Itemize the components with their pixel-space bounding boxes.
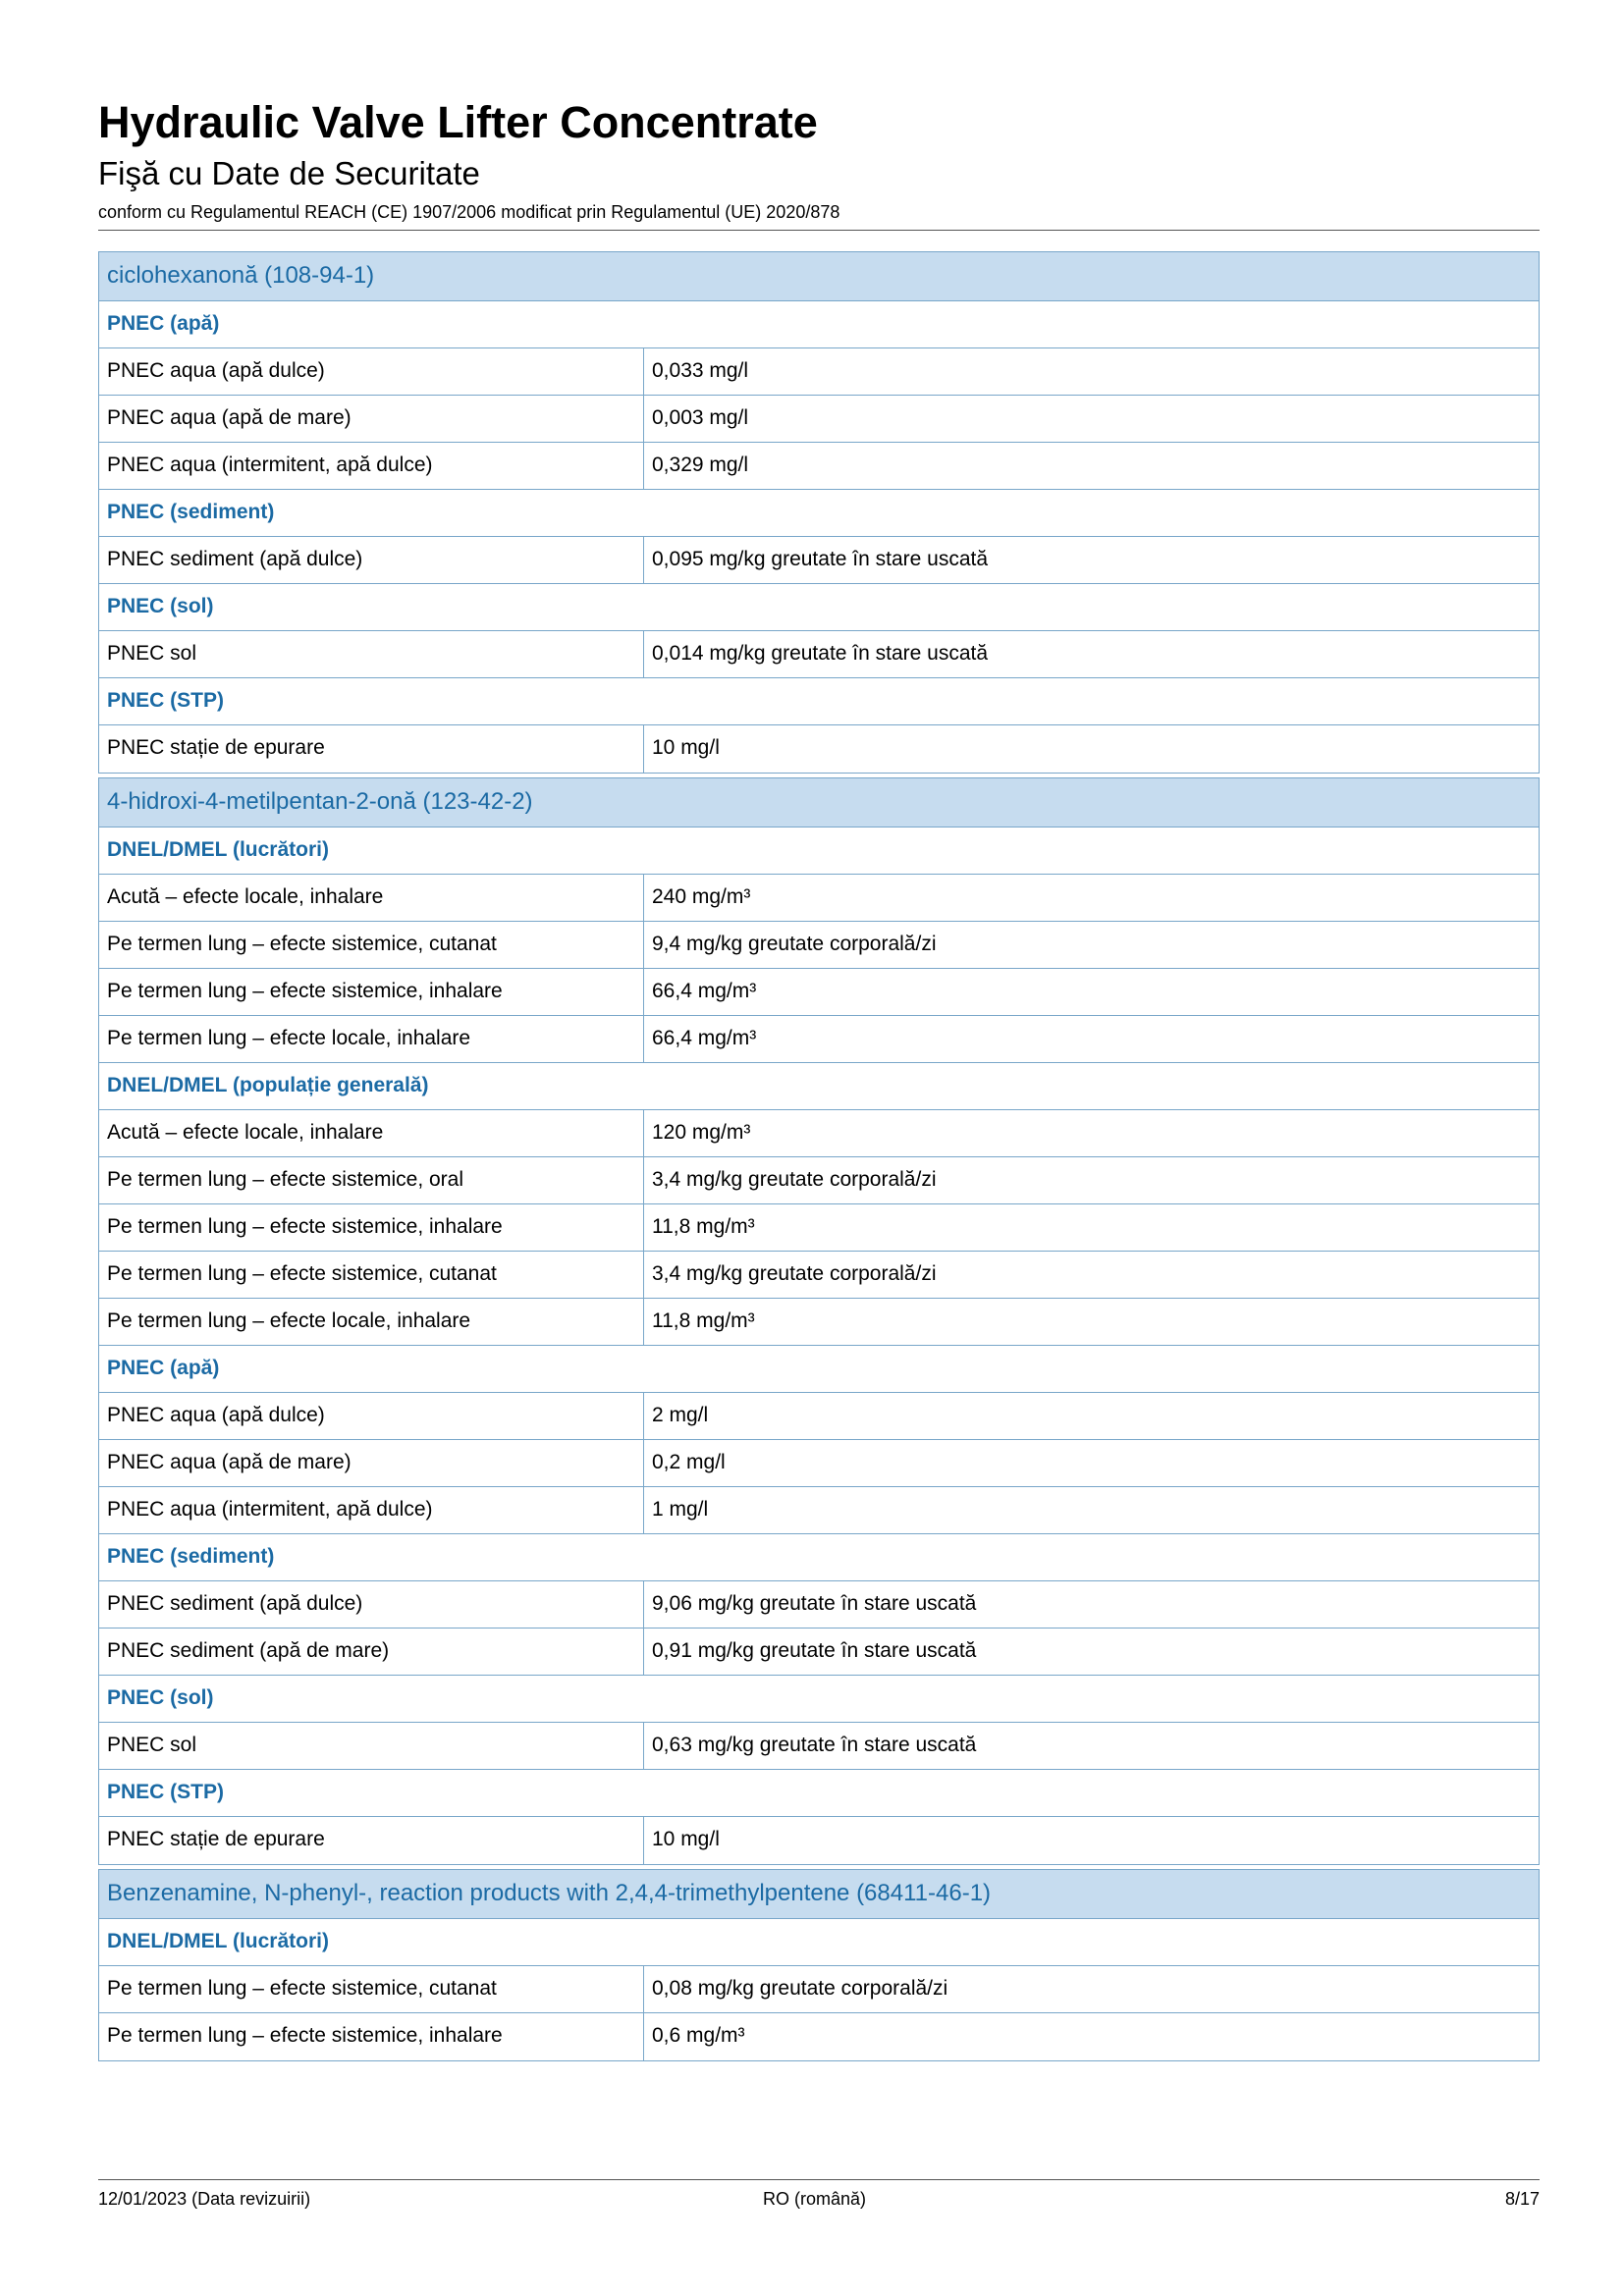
footer-divider <box>98 2179 1540 2180</box>
row-label: Pe termen lung – efecte locale, inhalare <box>99 1299 644 1345</box>
row-value: 3,4 mg/kg greutate corporală/zi <box>652 1262 937 1285</box>
row-value: 0,91 mg/kg greutate în stare uscată <box>652 1639 977 1662</box>
table-row <box>99 1966 1539 2013</box>
row-value: 0,6 mg/m³ <box>652 2024 745 2047</box>
group-header: PNEC (apă) <box>99 1346 1539 1393</box>
table-row <box>99 1723 1539 1770</box>
row-value: 10 mg/l <box>652 1828 720 1850</box>
group-header: PNEC (sediment) <box>99 490 1539 537</box>
table-row <box>99 1016 1539 1063</box>
row-value: 11,8 mg/m³ <box>652 1309 755 1332</box>
table-row <box>99 1299 1539 1346</box>
table-row <box>99 1204 1539 1252</box>
row-value: 0,095 mg/kg greutate în stare uscată <box>652 548 989 570</box>
group-header: PNEC (apă) <box>99 301 1539 348</box>
group-header: DNEL/DMEL (populație generală) <box>99 1063 1539 1110</box>
table-row <box>99 1629 1539 1676</box>
row-value: 2 mg/l <box>652 1404 709 1426</box>
row-label: PNEC aqua (intermitent, apă dulce) <box>99 443 644 489</box>
page-number: 8/17 <box>1504 2189 1540 2209</box>
row-label: PNEC stație de epurare <box>99 1817 644 1864</box>
row-value: 9,06 mg/kg greutate în stare uscată <box>652 1592 977 1615</box>
group-header: PNEC (sol) <box>99 1676 1539 1723</box>
substance-tables <box>98 251 1540 2065</box>
row-label: PNEC aqua (apă dulce) <box>99 348 644 395</box>
document-language: RO (română) <box>763 2189 867 2209</box>
substance-section <box>98 777 1540 1865</box>
row-value: 11,8 mg/m³ <box>652 1215 755 1238</box>
group-header: PNEC (sol) <box>99 584 1539 631</box>
row-value: 120 mg/m³ <box>652 1121 751 1144</box>
table-row <box>99 631 1539 678</box>
table-row <box>99 725 1539 773</box>
table-row <box>99 1393 1539 1440</box>
header-divider <box>98 230 1540 231</box>
group-header: PNEC (STP) <box>99 1770 1539 1817</box>
table-row <box>99 1817 1539 1864</box>
row-value: 0,63 mg/kg greutate în stare uscată <box>652 1734 977 1756</box>
document-title: Hydraulic Valve Lifter Concentrate <box>98 97 818 147</box>
row-label: PNEC sol <box>99 1723 644 1769</box>
substance-section <box>98 251 1540 774</box>
row-label: PNEC aqua (intermitent, apă dulce) <box>99 1487 644 1533</box>
row-value: 0,329 mg/l <box>652 454 749 476</box>
row-value: 0,08 mg/kg greutate corporală/zi <box>652 1977 948 2000</box>
row-label: Pe termen lung – efecte sistemice, inhalare <box>99 969 644 1015</box>
row-label: PNEC aqua (apă de mare) <box>99 1440 644 1486</box>
row-label: PNEC sediment (apă de mare) <box>99 1629 644 1675</box>
document-subtitle: Fişă cu Date de Securitate <box>98 155 480 191</box>
row-value: 0,003 mg/l <box>652 406 749 429</box>
row-label: Acută – efecte locale, inhalare <box>99 1110 644 1156</box>
row-label: PNEC aqua (apă de mare) <box>99 396 644 442</box>
row-value: 66,4 mg/m³ <box>652 1027 757 1049</box>
row-value: 0,2 mg/l <box>652 1451 726 1473</box>
substance-title: 4-hidroxi-4-metilpentan-2-onă (123-42-2) <box>99 778 1539 828</box>
row-label: PNEC sediment (apă dulce) <box>99 537 644 583</box>
row-label: Pe termen lung – efecte sistemice, oral <box>99 1157 644 1203</box>
table-row <box>99 2013 1539 2060</box>
row-value: 1 mg/l <box>652 1498 709 1521</box>
table-row <box>99 443 1539 490</box>
table-row <box>99 1581 1539 1629</box>
group-header: DNEL/DMEL (lucrători) <box>99 828 1539 875</box>
table-row <box>99 537 1539 584</box>
row-label: PNEC sol <box>99 631 644 677</box>
table-row <box>99 396 1539 443</box>
table-row <box>99 969 1539 1016</box>
row-label: Pe termen lung – efecte sistemice, cutanat <box>99 1252 644 1298</box>
group-header: PNEC (sediment) <box>99 1534 1539 1581</box>
table-row <box>99 348 1539 396</box>
row-value: 66,4 mg/m³ <box>652 980 757 1002</box>
row-label: Acută – efecte locale, inhalare <box>99 875 644 921</box>
row-label: Pe termen lung – efecte sistemice, cutanat <box>99 922 644 968</box>
table-row <box>99 922 1539 969</box>
table-row <box>99 1252 1539 1299</box>
row-label: Pe termen lung – efecte sistemice, cutanat <box>99 1966 644 2012</box>
row-value: 0,033 mg/l <box>652 359 749 382</box>
regulation-note: conform cu Regulamentul REACH (CE) 1907/2006 modificat prin Regulamentul (UE) 2020/878 <box>98 202 840 222</box>
row-label: PNEC sediment (apă dulce) <box>99 1581 644 1628</box>
row-value: 9,4 mg/kg greutate corporală/zi <box>652 933 937 955</box>
row-value: 10 mg/l <box>652 736 720 759</box>
table-row <box>99 1157 1539 1204</box>
row-label: Pe termen lung – efecte locale, inhalare <box>99 1016 644 1062</box>
row-label: Pe termen lung – efecte sistemice, inhalare <box>99 2013 644 2060</box>
substance-title: Benzenamine, N-phenyl-, reaction products with 2,4,4-trimethylpentene (68411-46-1) <box>99 1870 1539 1919</box>
table-row <box>99 1487 1539 1534</box>
table-row <box>99 875 1539 922</box>
row-label: PNEC stație de epurare <box>99 725 644 773</box>
row-value: 240 mg/m³ <box>652 885 751 908</box>
revision-date: 12/01/2023 (Data revizuirii) <box>98 2189 311 2209</box>
substance-title: ciclohexanonă (108-94-1) <box>99 252 1539 301</box>
substance-section <box>98 1869 1540 2061</box>
table-row <box>99 1110 1539 1157</box>
table-row <box>99 1440 1539 1487</box>
row-label: Pe termen lung – efecte sistemice, inhalare <box>99 1204 644 1251</box>
row-value: 0,014 mg/kg greutate în stare uscată <box>652 642 989 665</box>
row-label: PNEC aqua (apă dulce) <box>99 1393 644 1439</box>
group-header: DNEL/DMEL (lucrători) <box>99 1919 1539 1966</box>
group-header: PNEC (STP) <box>99 678 1539 725</box>
row-value: 3,4 mg/kg greutate corporală/zi <box>652 1168 937 1191</box>
